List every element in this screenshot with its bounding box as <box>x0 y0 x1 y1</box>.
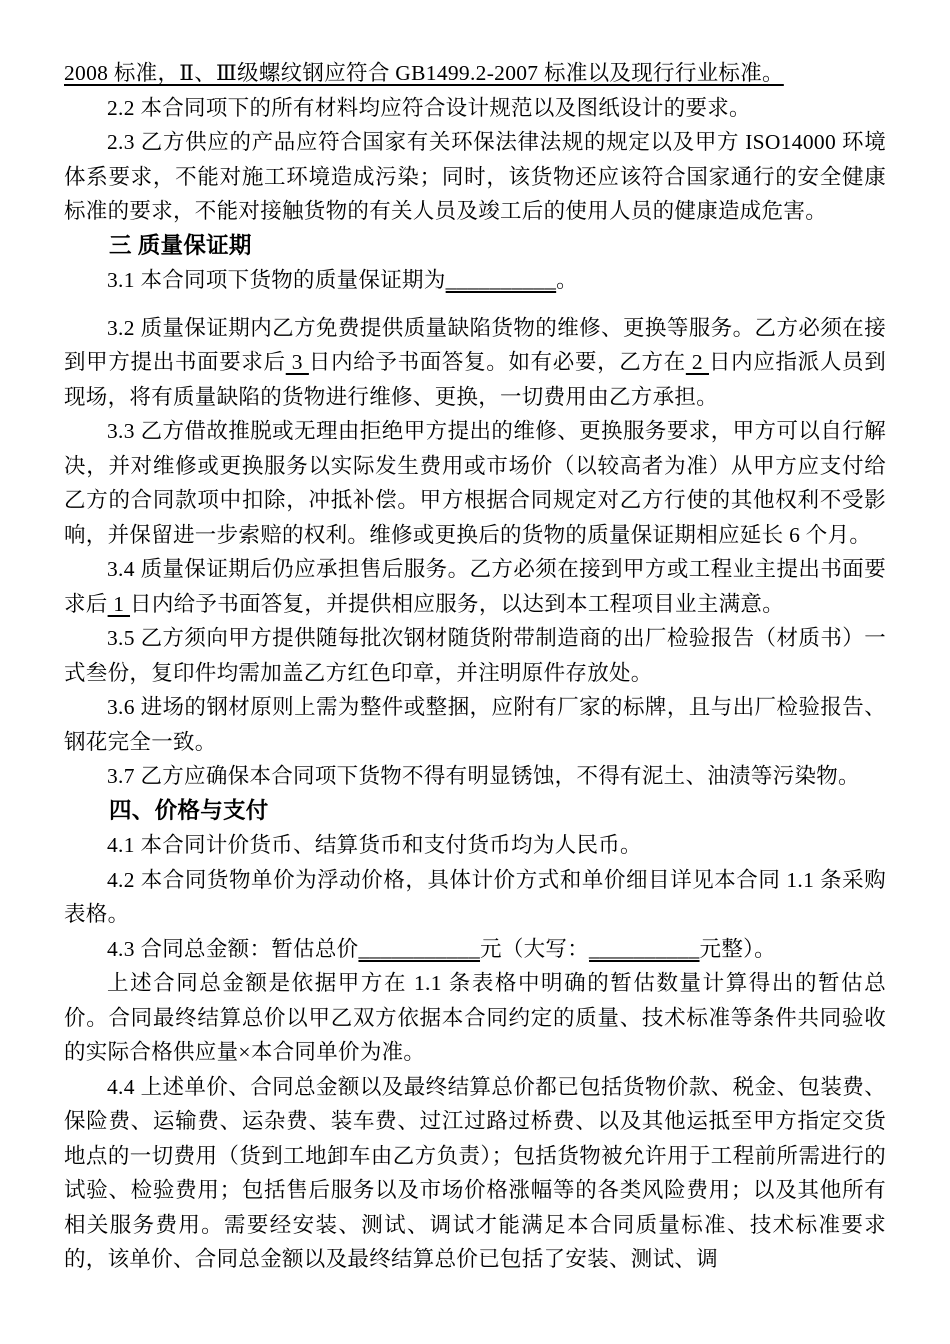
paragraph <box>64 759 886 794</box>
paragraph <box>64 966 886 1070</box>
text-segment: 4.3 合同总金额：暂估总价 <box>107 936 359 961</box>
text-segment: 4.1 本合同计价货币、结算货币和支付货币均为人民币。 <box>107 833 642 857</box>
paragraph <box>64 552 886 621</box>
paragraph <box>64 91 886 126</box>
paragraph <box>64 932 886 967</box>
text-segment: 4.2 本合同货物单价为浮动价格，具体计价方式和单价细目详见本合同 1.1 条采购表格。 <box>64 867 886 926</box>
text-segment: 日内给予书面答复。如有必要，乙方在 <box>308 350 686 374</box>
text-segment: 3.5 乙方须向甲方提供随每批次钢材随货附带制造商的出厂检验报告（材质书）一式叁份，复印件均需加盖乙方红色印章，并注明原件存放处。 <box>64 626 886 685</box>
text-segment: 3.1 本合同项下货物的质量保证期为 <box>107 268 446 292</box>
paragraph <box>64 863 886 932</box>
text-segment: 3.4 质量保证期后仍应承担售后服务。乙方必须在接到甲方或工程业主提出书面要求后 <box>64 557 886 616</box>
paragraph <box>64 263 886 298</box>
paragraph <box>64 1070 886 1277</box>
text-segment: 上述合同总金额是依据甲方在 1.1 条表格中明确的暂估数量计算得出的暂估总价。合同最终结算总价以甲乙双方依据本合同约定的质量、技术标准等条件共同验收的实际合格供应量×本合同单价为准。 <box>64 971 886 1064</box>
text-segment: 3.3 乙方借故推脱或无理由拒绝甲方提出的维修、更换服务要求，甲方可以自行解决，并对维修或更换服务以实际发生费用或市场价（以较高者为准）从甲方应支付给乙方的合同款项中扣除，冲抵补偿。甲方根据合同规定对乙方行使的其他权利不受影响，并保留进一步索赔的权利。维修或更换后的货物的质量保证期相应延长 6 个月。 <box>64 419 886 547</box>
text-segment: 2.3 乙方供应的产品应符合国家有关环保法律法规的规定以及甲方 ISO14000 环境体系要求，不能对施工环境造成污染；同时，该货物还应该符合国家通行的安全健康标准的要求，不能对接触货物的有关人员及竣工后的使用人员的健康造成危害。 <box>64 130 886 223</box>
blank-fill-in-field: __________ <box>445 268 557 292</box>
paragraph <box>64 828 886 863</box>
text-segment: 日内应指派人员到现场，将有质量缺陷的货物进行维修、更换，一切费用由乙方承担。 <box>64 350 886 409</box>
text-segment: 元（大写： <box>480 936 590 961</box>
text-segment: 2008 标准，Ⅱ、Ⅲ级螺纹钢应符合 GB1499.2-2007 标准以及现行行业标准。 <box>64 61 784 85</box>
text-segment: 2.2 本合同项下的所有材料均应符合设计规范以及图纸设计的要求。 <box>107 95 751 120</box>
paragraph <box>64 311 886 415</box>
text-segment: 四、价格与支付 <box>109 797 269 823</box>
paragraph <box>64 125 886 229</box>
text-segment: 三 质量保证期 <box>109 232 252 258</box>
text-segment: 3 <box>285 350 309 374</box>
text-segment: 3.6 进场的钢材原则上需为整件或整捆，应附有厂家的标牌，且与出厂检验报告、钢花完全一致。 <box>64 695 886 754</box>
section-heading <box>64 229 886 264</box>
text-segment: 2 <box>685 350 709 374</box>
paragraph <box>64 690 886 759</box>
paragraph <box>64 414 886 552</box>
text-segment: 3.2 质量保证期内乙方免费提供质量缺陷货物的维修、更换等服务。乙方必须在接到甲方提出书面要求后 <box>64 315 886 374</box>
paragraph <box>64 56 886 91</box>
blank-fill-in-field: __________ <box>589 936 700 961</box>
section-heading <box>64 794 886 829</box>
document-body <box>64 56 886 1277</box>
text-segment: 1 <box>107 591 131 616</box>
blank-fill-in-field: ___________ <box>358 936 481 961</box>
text-segment: 。 <box>556 268 578 292</box>
text-segment: 3.7 乙方应确保本合同项下货物不得有明显锈蚀，不得有泥土、油渍等污染物。 <box>107 764 860 788</box>
text-segment: 日内给予书面答复，并提供相应服务，以达到本工程项目业主满意。 <box>130 591 785 616</box>
text-segment: 4.4 上述单价、合同总金额以及最终结算总价都已包括货物价款、税金、包装费、保险费、运输费、运杂费、装车费、过江过路过桥费、以及其他运抵至甲方指定交货地点的一切费用（货到工地卸车由乙方负责）；包括货物被允许用于工程前所需进行的试验、检验费用；包括售后服务以及市场价格涨幅等的各类风险费用；以及其他所有相关服务费用。需要经安装、测试、调试才能满足本合同质量标准、技术标准要求的，该单价、合同总金额以及最终结算总价已包括了安装、测试、调 <box>64 1074 886 1271</box>
paragraph <box>64 621 886 690</box>
text-segment: 元整）。 <box>699 936 776 961</box>
